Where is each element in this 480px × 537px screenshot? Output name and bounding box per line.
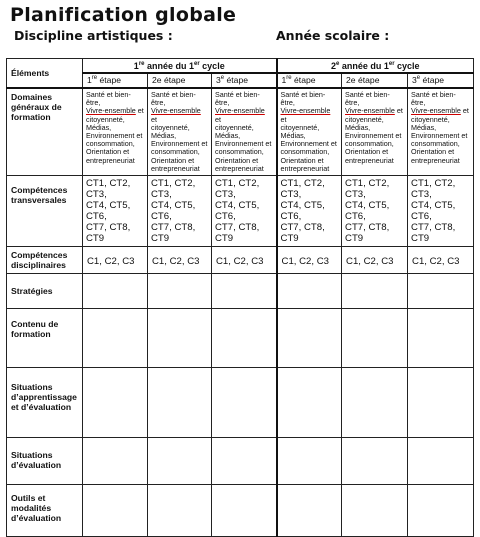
empty-cell[interactable] — [408, 274, 474, 309]
ct-line: CT1, CT2, CT3, — [86, 178, 131, 201]
domaines-line: Orientation et — [151, 155, 195, 165]
domaines-line: entrepreneuriat — [215, 163, 264, 173]
domaines-cell — [212, 88, 277, 176]
cd-cell: C1, C2, C3 — [408, 247, 474, 274]
domaines-line: Environnement et — [280, 139, 337, 149]
domaines-line: Médias, — [215, 131, 241, 141]
empty-cell[interactable] — [83, 274, 148, 309]
cd-cell: C1, C2, C3 — [277, 247, 342, 274]
domaines-line: entrepreneuriat — [280, 163, 330, 173]
domaines-line: Vivre-ensemble et — [411, 106, 469, 116]
domaines-line: Orientation et — [345, 147, 389, 157]
row-label-cd: Compétences disciplinaires — [7, 247, 83, 274]
domaines-cell — [83, 88, 148, 176]
ct-line: CT7, CT8, CT9 — [411, 222, 456, 245]
cycle-2-sup2: er — [388, 60, 395, 67]
ct-cell — [408, 176, 474, 247]
ct-line: CT7, CT8, CT9 — [345, 222, 390, 245]
ct-line: CT4, CT5, CT6, — [215, 200, 260, 223]
cycle-1-end: cycle — [199, 60, 225, 71]
cycle-2-text: année du 1 — [339, 60, 389, 71]
domaines-line: Médias, — [151, 131, 177, 141]
domaines-line: Vivre-ensemble et — [345, 106, 403, 116]
row-label-se: Situations d’évaluation — [7, 438, 83, 485]
domaines-cell — [277, 88, 342, 176]
row-situations-apprentissage — [7, 368, 474, 438]
row-domaines — [7, 88, 474, 176]
domaines-line: Environnement et — [215, 139, 272, 149]
domaines-line: Environnement et — [151, 139, 208, 149]
domaines-line: consommation, — [345, 139, 394, 149]
empty-cell[interactable] — [148, 438, 212, 485]
row-situations-evaluation — [7, 438, 474, 485]
ct-line: CT7, CT8, CT9 — [86, 222, 131, 245]
empty-cell[interactable] — [212, 274, 277, 309]
page-title: Planification globale — [10, 4, 237, 26]
empty-cell[interactable] — [212, 438, 277, 485]
stage-header: 1re étape — [277, 73, 342, 88]
ct-cell — [277, 176, 342, 247]
domaines-line: citoyenneté, — [280, 122, 320, 132]
cycle-2-num: 2 — [330, 60, 336, 71]
ct-line: CT4, CT5, CT6, — [411, 200, 456, 223]
row-strategies — [7, 274, 474, 309]
row-outils — [7, 485, 474, 537]
empty-cell[interactable] — [277, 309, 342, 368]
empty-cell[interactable] — [277, 485, 342, 537]
stage-header: 2e étape — [148, 73, 212, 88]
stage-header: 1re étape — [83, 73, 148, 88]
domaines-line: citoyenneté, — [411, 114, 450, 124]
empty-cell[interactable] — [277, 438, 342, 485]
empty-cell[interactable] — [83, 309, 148, 368]
row-competences-transversales — [7, 176, 474, 247]
domaines-line: Vivre-ensemble et — [280, 106, 331, 124]
row-label-strategies: Stratégies — [7, 274, 83, 309]
cycle-1-sup2: er — [194, 60, 200, 67]
ct-line: CT7, CT8, CT9 — [215, 222, 260, 245]
cd-cell: C1, C2, C3 — [212, 247, 277, 274]
planning-table — [6, 58, 474, 537]
stage-header: 3e étape — [408, 73, 474, 88]
domaines-line: entrepreneuriat — [345, 155, 394, 165]
ct-line: CT1, CT2, CT3, — [345, 178, 390, 201]
domaines-cell — [342, 88, 408, 176]
domaines-line: Vivre-ensemble et — [86, 106, 144, 116]
domaines-line: Orientation et — [215, 155, 259, 165]
cycle-1-sup: re — [138, 60, 145, 67]
domaines-line: entrepreneuriat — [411, 155, 460, 165]
cycle-header-1 — [83, 59, 277, 74]
domaines-line: Orientation et — [411, 147, 455, 157]
row-label-domaines: Domaines généraux de formation — [7, 88, 83, 176]
empty-cell[interactable] — [408, 485, 474, 537]
row-label-contenu: Contenu de formation — [7, 309, 83, 368]
cycle-1-num: 1 — [133, 60, 139, 71]
ct-line: CT4, CT5, CT6, — [345, 200, 390, 223]
ct-line: CT7, CT8, CT9 — [151, 222, 196, 245]
empty-cell[interactable] — [342, 485, 408, 537]
ct-cell — [342, 176, 408, 247]
empty-cell[interactable] — [277, 368, 342, 438]
empty-cell[interactable] — [408, 309, 474, 368]
domaines-line: Santé et bien-être, — [151, 90, 196, 108]
domaines-line: entrepreneuriat — [151, 163, 200, 173]
empty-cell[interactable] — [148, 368, 212, 438]
domaines-line: Médias, — [280, 131, 306, 141]
domaines-line: entrepreneuriat — [86, 155, 135, 165]
domaines-line: consommation, — [151, 147, 200, 157]
cycle-1-text: année du 1 — [144, 60, 194, 71]
ct-cell — [148, 176, 212, 247]
domaines-cell — [408, 88, 474, 176]
empty-cell[interactable] — [212, 485, 277, 537]
row-competences-disciplinaires — [7, 247, 474, 274]
stage-header: 3e étape — [212, 73, 277, 88]
school-year-label: Année scolaire : — [276, 28, 390, 43]
empty-cell[interactable] — [212, 309, 277, 368]
empty-cell[interactable] — [408, 368, 474, 438]
empty-cell[interactable] — [148, 274, 212, 309]
cycle-2-sup: e — [336, 60, 340, 67]
ct-line: CT4, CT5, CT6, — [151, 200, 196, 223]
cd-cell: C1, C2, C3 — [342, 247, 408, 274]
ct-line: CT1, CT2, CT3, — [151, 178, 196, 201]
row-label-outils: Outils et modalités d’évaluation — [7, 485, 83, 537]
cycle-2-end: cycle — [394, 60, 420, 71]
domaines-line: Santé et bien-être, — [86, 90, 131, 108]
domaines-line: Vivre-ensemble et — [151, 106, 201, 124]
empty-cell[interactable] — [148, 485, 212, 537]
ct-cell — [212, 176, 277, 247]
ct-line: CT1, CT2, CT3, — [411, 178, 456, 201]
empty-cell[interactable] — [83, 438, 148, 485]
domaines-line: Orientation et — [86, 147, 130, 157]
empty-cell[interactable] — [342, 309, 408, 368]
row-contenu — [7, 309, 474, 368]
stage-header: 2e étape — [342, 73, 408, 88]
domaines-line: Santé et bien-être, — [411, 90, 456, 108]
domaines-line: consommation, — [411, 139, 460, 149]
row-label-ct: Compétences transversales — [7, 176, 83, 247]
domaines-line: Médias, — [345, 122, 371, 132]
empty-cell[interactable] — [342, 368, 408, 438]
ct-line: CT1, CT2, CT3, — [215, 178, 260, 201]
empty-cell[interactable] — [408, 438, 474, 485]
ct-line: CT4, CT5, CT6, — [280, 200, 325, 223]
empty-cell[interactable] — [83, 368, 148, 438]
domaines-line: Environnement et — [411, 131, 468, 141]
cd-cell: C1, C2, C3 — [148, 247, 212, 274]
empty-cell[interactable] — [148, 309, 212, 368]
cycle-header-2 — [277, 59, 474, 74]
ct-line: CT4, CT5, CT6, — [86, 200, 131, 223]
domaines-line: citoyenneté, — [215, 122, 254, 132]
empty-cell[interactable] — [277, 274, 342, 309]
domaines-line: citoyenneté, — [86, 114, 125, 124]
domaines-line: Santé et bien-être, — [215, 90, 260, 108]
ct-line: CT7, CT8, CT9 — [280, 222, 325, 245]
discipline-label: Discipline artistiques : — [14, 28, 173, 43]
empty-cell[interactable] — [83, 485, 148, 537]
ct-line: CT1, CT2, CT3, — [280, 178, 325, 201]
domaines-line: Médias, — [411, 122, 437, 132]
domaines-line: consommation, — [280, 147, 330, 157]
domaines-line: citoyenneté, — [345, 114, 384, 124]
domaines-line: consommation, — [215, 147, 264, 157]
empty-cell[interactable] — [342, 438, 408, 485]
empty-cell[interactable] — [342, 274, 408, 309]
domaines-cell — [148, 88, 212, 176]
empty-cell[interactable] — [212, 368, 277, 438]
domaines-line: Médias, — [86, 122, 112, 132]
ct-cell — [83, 176, 148, 247]
cd-cell: C1, C2, C3 — [83, 247, 148, 274]
domaines-line: Vivre-ensemble et — [215, 106, 265, 124]
domaines-line: Santé et bien-être, — [280, 90, 326, 108]
domaines-line: Environnement et — [345, 131, 402, 141]
row-label-sae: Situations d’apprentissage et d’évaluation — [7, 368, 83, 438]
domaines-line: consommation, — [86, 139, 135, 149]
domaines-line: citoyenneté, — [151, 122, 190, 132]
domaines-line: Santé et bien-être, — [345, 90, 390, 108]
cycle-header-row — [7, 59, 474, 74]
domaines-line: Orientation et — [280, 155, 324, 165]
domaines-line: Environnement et — [86, 131, 143, 141]
corner-label: Éléments — [7, 59, 83, 89]
